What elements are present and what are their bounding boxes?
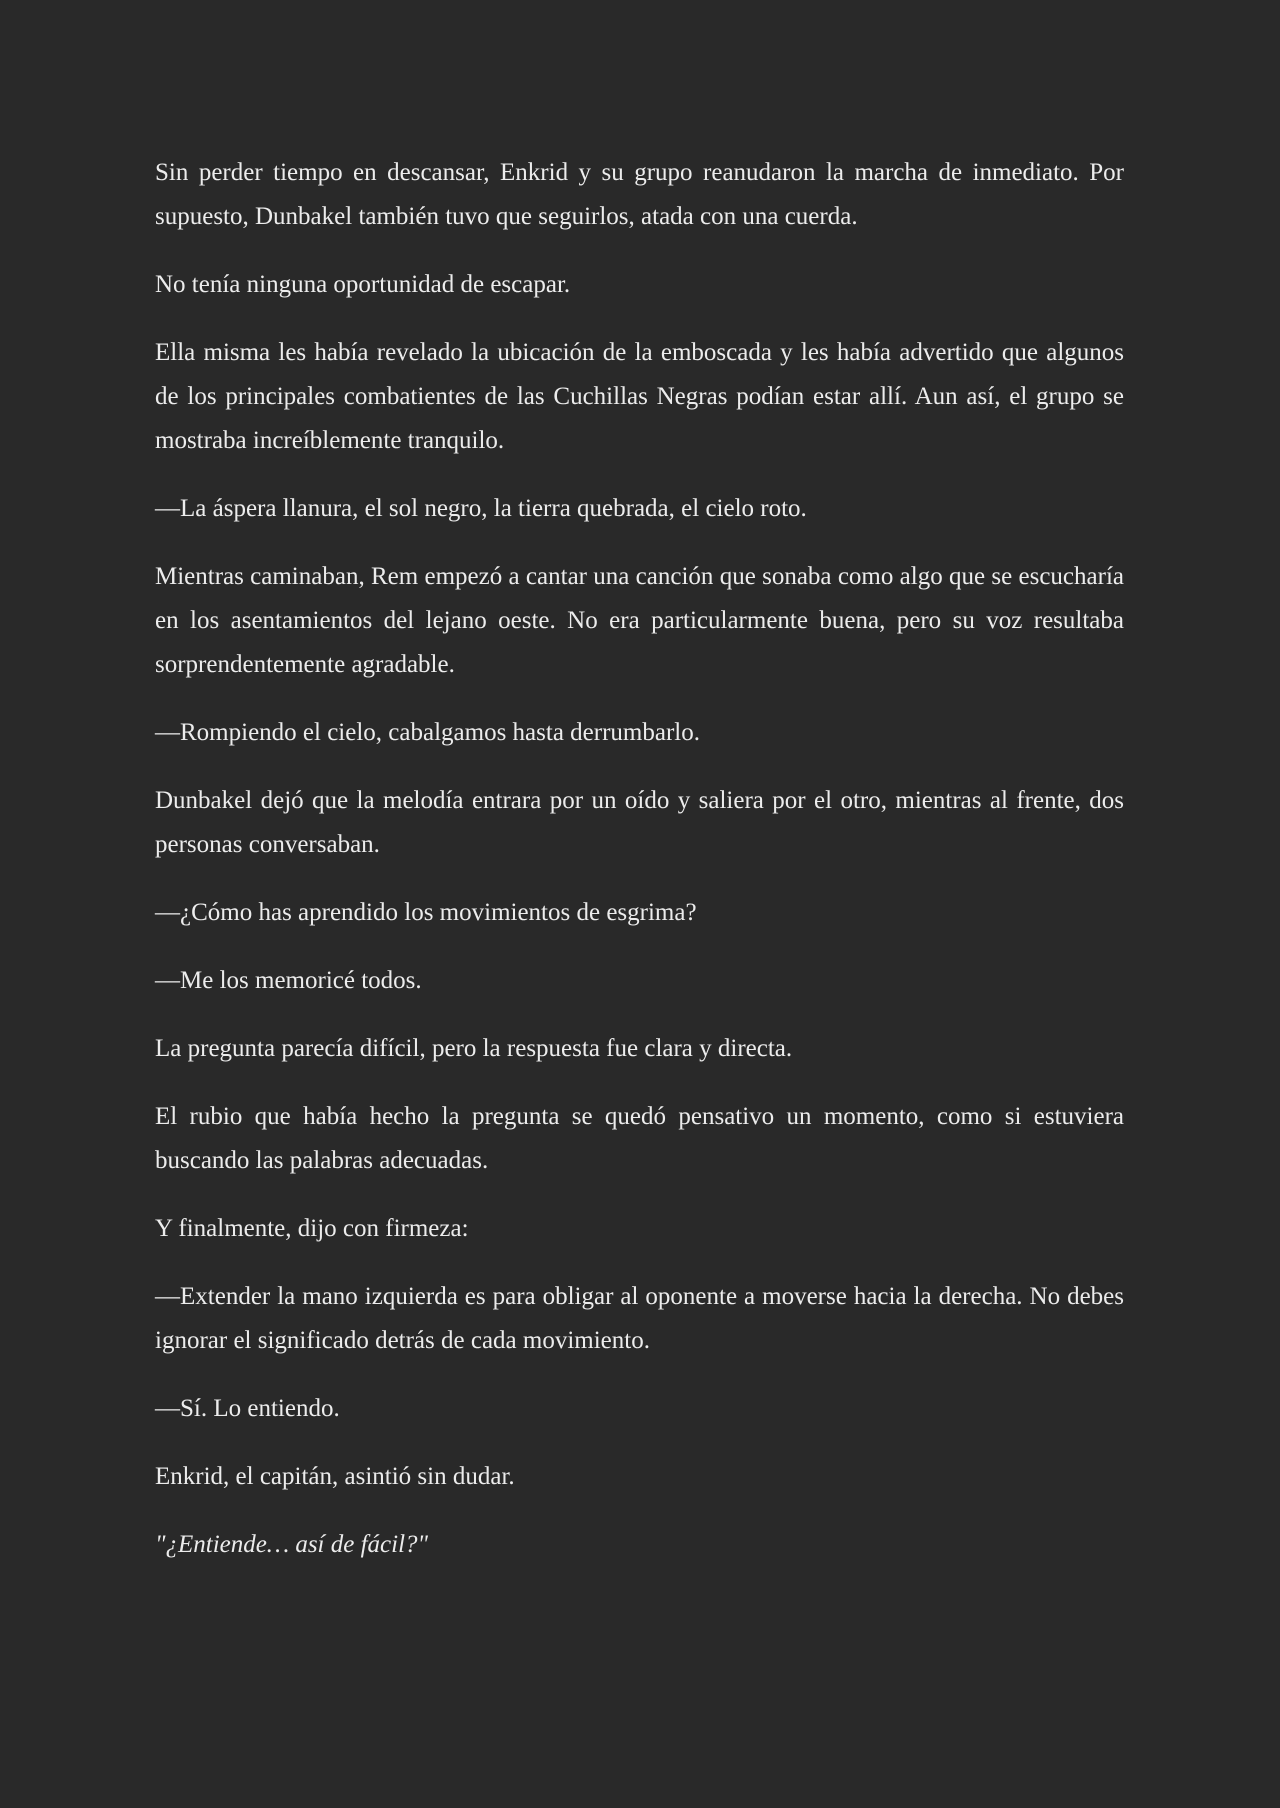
dialogue-4: —Me los memoricé todos. [155,967,422,994]
paragraph-5: Dunbakel dejó que la melodía entrara por un oído y saliera por el otro, mientras al frente, dos personas conversaban. [155,787,1124,858]
paragraph-4: Mientras caminaban, Rem empezó a cantar una canción que sonaba como algo que se escucharía en los asentamientos del lejano oeste. No era particularmente buena, pero su voz resultaba sorprendentemente agradable. [155,563,1124,678]
dialogue-5: —Extender la mano izquierda es para obligar al oponente a moverse hacia la derecha. No debes ignorar el significado detrás de cada movimiento. [155,1283,1124,1354]
paragraph-7: El rubio que había hecho la pregunta se quedó pensativo un momento, como si estuviera buscando las palabras adecuadas. [155,1103,1124,1174]
paragraph-2: No tenía ninguna oportunidad de escapar. [155,271,571,298]
paragraph-8: Y finalmente, dijo con firmeza: [155,1215,469,1242]
paragraph-3: Ella misma les había revelado la ubicación de la emboscada y les había advertido que algunos de los principales combatientes de las Cuchillas Negras podían estar allí. Aun así, el grupo se mostraba increíblemente tranquilo. [155,339,1124,454]
paragraph-6: La pregunta parecía difícil, pero la respuesta fue clara y directa. [155,1035,793,1062]
dialogue-1: —La áspera llanura, el sol negro, la tierra quebrada, el cielo roto. [155,495,807,522]
paragraph-1: Sin perder tiempo en descansar, Enkrid y su grupo reanudaron la marcha de inmediato. Por supuesto, Dunbakel también tuvo que seguirlos, atada con una cuerda. [155,159,1124,230]
chapter-text [155,151,1124,1567]
dialogue-2: —Rompiendo el cielo, cabalgamos hasta derrumbarlo. [155,719,700,746]
dialogue-6: —Sí. Lo entiendo. [155,1395,340,1422]
paragraph-9: Enkrid, el capitán, asintió sin dudar. [155,1463,515,1490]
dialogue-3: —¿Cómo has aprendido los movimientos de esgrima? [155,899,697,926]
internal-thought: "¿Entiende… así de fácil?" [155,1531,429,1558]
